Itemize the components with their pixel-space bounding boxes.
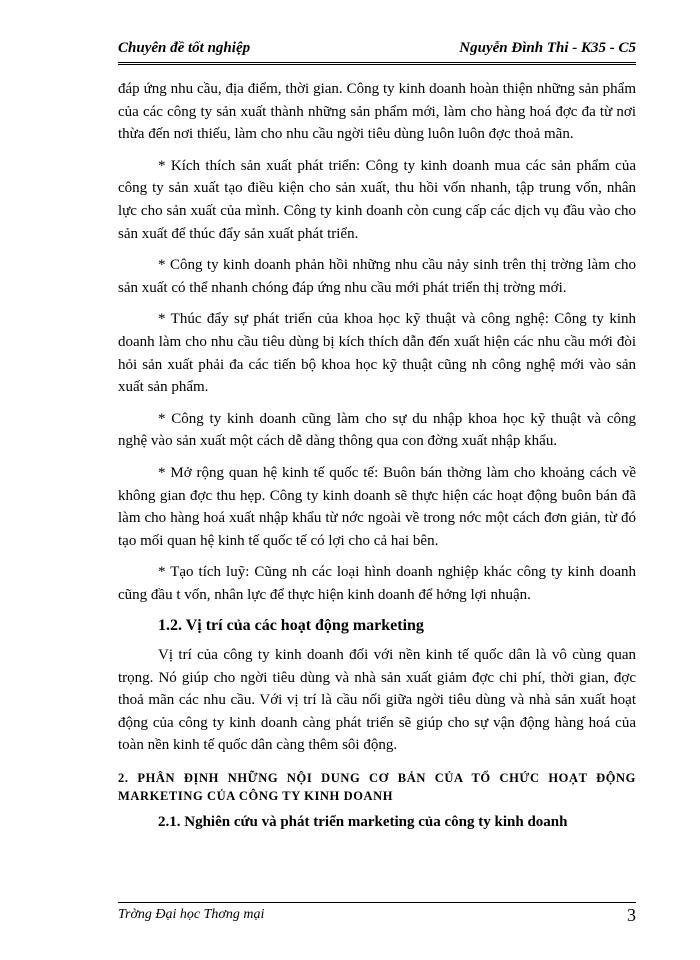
page-footer	[118, 902, 636, 929]
header-author: Nguyễn Đình Thi - K35 - C5	[459, 40, 636, 56]
paragraph-accumulation: * Tạo tích luỹ: Cũng nh các loại hình doanh nghiệp khác công ty kinh doanh cũng đầu t vốn, nhân lực để thực hiện kinh doanh để hởng lợi nhuận.	[118, 564, 636, 603]
page-header	[118, 40, 636, 65]
paragraph-technology-import: * Công ty kinh doanh cũng làm cho sự du nhập khoa học kỹ thuật và công nghệ vào sản xuất một cách dễ dàng thông qua con đờng xuất nhập khẩu.	[118, 410, 636, 450]
page-number: 3	[627, 905, 636, 925]
paragraph-stimulate-production: * Kích thích sản xuất phát triển: Công ty kinh doanh mua các sản phẩm của công ty sản xuất tạo điều kiện cho sản xuất, thu hồi vốn nhanh, tập trung vốn, nhân lực cho sản xuất của mình. Công ty kinh doanh còn cung cấp các dịch vụ đầu vào cho sản xuất để thúc đẩy sản xuất phát triển.	[118, 157, 636, 242]
section-2-1-heading: 2.1. Nghiên cứu và phát triển marketing của công ty kinh doanh	[158, 814, 568, 831]
section-2-heading: 2. PHÂN ĐỊNH NHỮNG NỘI DUNG CƠ BẢN CỦA TỔ CHỨC HOẠT ĐỘNG MARKETING CỦA CÔNG TY KINH DOANH	[118, 771, 636, 804]
paragraph-market-feedback: * Công ty kinh doanh phản hồi những nhu cầu nảy sinh trên thị trờng làm cho sản xuất có thể nhanh chóng đáp ứng nhu cầu mới phát triển thị trờng mới.	[118, 257, 636, 296]
section-1-2-body: Vị trí của công ty kinh doanh đối với nền kinh tế quốc dân là vô cùng quan trọng. Nó giúp cho ngời tiêu dùng và nhà sản xuất giảm đợc chi phí, thời gian, đợc thoả mãn các nhu cầu. Với vị trí là cầu nối giữa ngời tiêu dùng và nhà sản xuất hoạt động của công ty kinh doanh càng phát triển sẽ giúp cho sự vận động hàng hoá của toàn nền kinh tế quốc dân càng thêm sôi động.	[118, 647, 636, 754]
paragraph-science-technology: * Thúc đẩy sự phát triển của khoa học kỹ thuật và công nghệ: Công ty kinh doanh làm cho nhu cầu tiêu dùng bị kích thích dẫn đến xuất hiện các nhu cầu mới đòi hỏi sản xuất phải đa các tiến bộ khoa học kỹ thuật cũng nh công nghệ mới vào sản xuất sản phẩm.	[118, 311, 636, 396]
paragraph-international-relations: * Mở rộng quan hệ kinh tế quốc tế: Buôn bán thờng làm cho khoảng cách về không gian đợc thu hẹp. Công ty kinh doanh sẽ thực hiện các hoạt động buôn bán đã làm cho hàng hoá xuất nhập khẩu từ nớc ngoài về trong nớc một cách đơn giản, từ đó tạo mối quan hệ kinh tế quốc tế có lợi cho cả hai bên.	[118, 464, 636, 549]
paragraph-continuation: đáp ứng nhu cầu, địa điểm, thời gian. Công ty kinh doanh hoàn thiện những sản phẩm của các công ty sản xuất thành những sản phẩm mới, làm cho hàng hoá đợc đa từ nơi thừa đến nơi thiếu, làm cho nhu cầu ngời tiêu dùng luôn luôn đợc thoả mãn.	[118, 81, 636, 143]
footer-institution: Trờng Đại học Thơng mại	[118, 907, 265, 922]
header-title: Chuyên đề tốt nghiệp	[118, 40, 251, 56]
section-1-2-heading: 1.2. Vị trí của các hoạt động marketing	[158, 617, 424, 635]
document-body	[118, 78, 636, 834]
